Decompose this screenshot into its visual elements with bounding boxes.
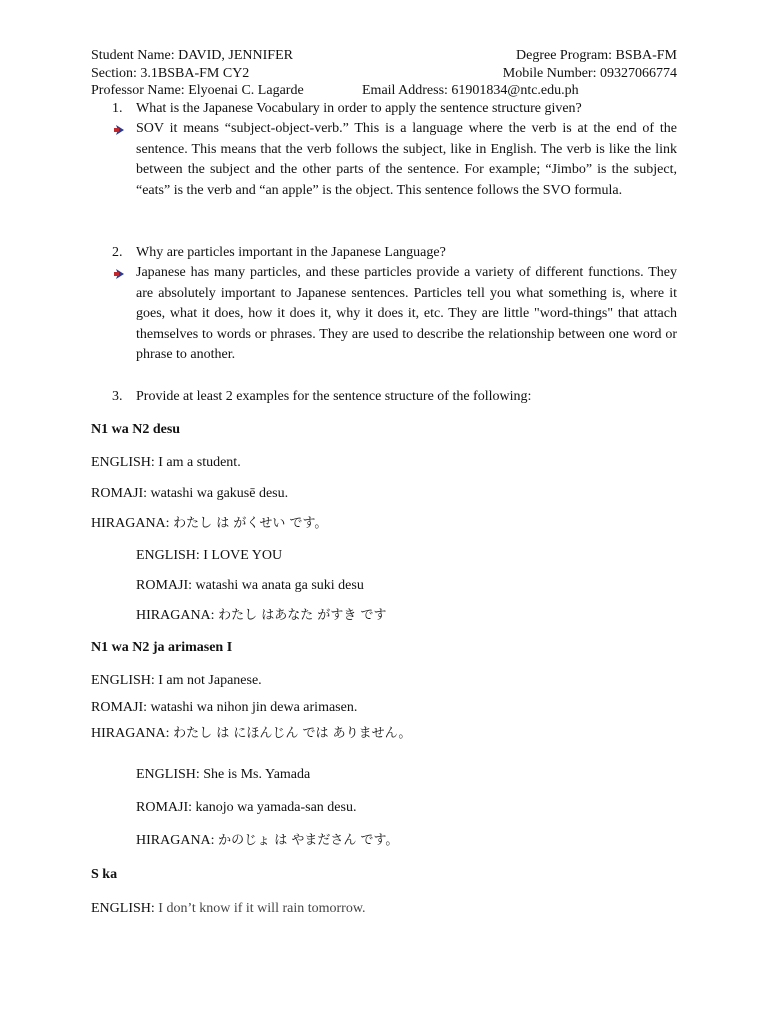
example-romaji: ROMAJI: watashi wa gakusē desu. [91,486,289,501]
section-title: N1 wa N2 desu [91,422,181,437]
example-hiragana [136,608,386,624]
degree-program: Degree Program: BSBA-FM [516,48,677,63]
section-title: S ka [91,867,118,882]
example-english: ENGLISH: I am not Japanese. [91,673,262,688]
hiragana-text: かのじょ は やまださん です。 [218,833,399,848]
english-text: I don’t know if it will rain tomorrow. [158,901,366,916]
example-hiragana [136,833,398,849]
example-english: ENGLISH: She is Ms. Yamada [136,767,311,782]
question-1-number: 1. [112,101,123,116]
hiragana-label: HIRAGANA: [136,608,219,623]
answer-1: SOV it means “subject-object-verb.” This is a language where the verb is at the end of the sentence. This means that the verb follows the subject, like in English. The verb is like the link between the subject and the other parts of the sentence. For example; “Jimbo” is the subject, “eats” is the verb and “an apple” is the object. This sentence follows the SVO formula. [136,121,677,198]
question-2-text: Why are particles important in the Japanese Language? [136,245,446,260]
arrow-bullet-icon [114,124,126,136]
hiragana-label: HIRAGANA: [91,726,174,741]
example-romaji: ROMAJI: watashi wa anata ga suki desu [136,578,364,593]
question-3-text: Provide at least 2 examples for the sentence structure of the following: [136,389,532,404]
example-romaji: ROMAJI: watashi wa nihon jin dewa arimasen. [91,700,358,715]
hiragana-text: わたし は にほんじん では ありません。 [173,726,412,741]
hiragana-label: HIRAGANA: [136,833,219,848]
hiragana-text: わたし はあなた がすき です [218,608,387,623]
question-1-text: What is the Japanese Vocabulary in order to apply the sentence structure given? [136,101,582,116]
example-hiragana [91,726,411,742]
example-english: ENGLISH: I LOVE YOU [136,548,283,563]
example-english [91,901,366,917]
section-label: Section: 3.1BSBA-FM CY2 [91,66,250,81]
english-label: ENGLISH: [91,901,159,916]
answer-2: Japanese has many particles, and these particles provide a variety of different functions. They are absolutely important to Japanese sentences. Particles tell you what something is, where it goes, what it does, how it does it, why it does it, etc. They are little "word-things" that attach themselves to words or phrases. They are used to describe the relationship between one word or phrase to another. [136,265,677,363]
section-title: N1 wa N2 ja arimasen I [91,640,233,655]
hiragana-label: HIRAGANA: [91,516,174,531]
example-hiragana [91,516,327,532]
student-name: Student Name: DAVID, JENNIFER [91,48,293,63]
hiragana-text: わたし は がくせい です。 [173,516,328,531]
example-romaji: ROMAJI: kanojo wa yamada-san desu. [136,800,357,815]
question-3-number: 3. [112,389,123,404]
question-2-number: 2. [112,245,123,260]
arrow-bullet-icon [114,268,126,280]
professor-name: Professor Name: Elyoenai C. Lagarde [91,83,304,98]
email-address: Email Address: 61901834@ntc.edu.ph [362,83,579,98]
mobile-number: Mobile Number: 09327066774 [502,66,677,81]
example-english: ENGLISH: I am a student. [91,455,241,470]
